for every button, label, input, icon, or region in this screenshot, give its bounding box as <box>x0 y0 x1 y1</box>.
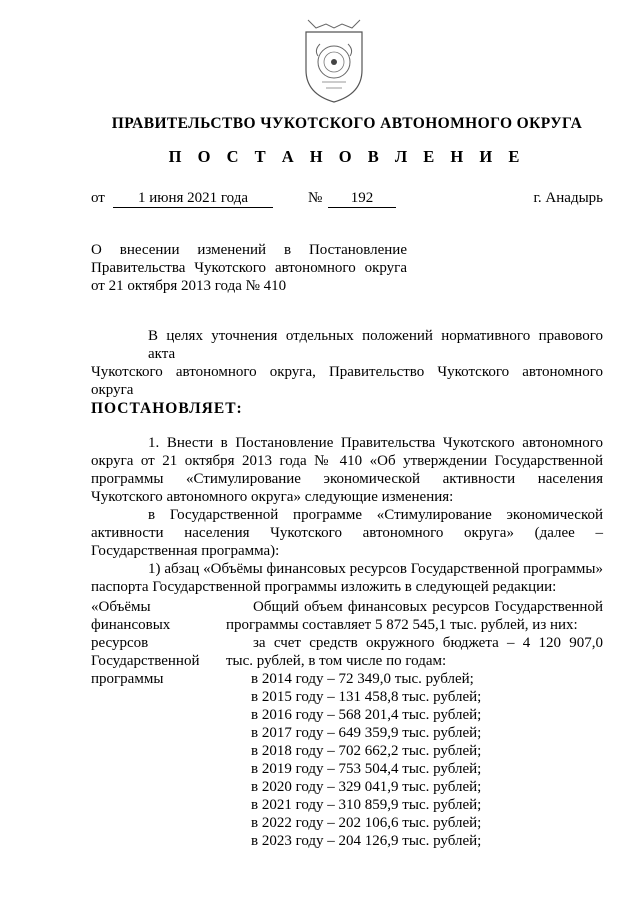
document-number: 192 <box>328 190 396 208</box>
paragraph-line: Чукотского автономного округа» следующие изменения: <box>91 489 454 505</box>
paragraph-line: 1) абзац «Объёмы финансовых ресурсов Государственной программы» <box>148 561 603 577</box>
label-line: финансовых <box>91 617 171 633</box>
preamble-line: В целях уточнения отдельных положений нормативного правового акта <box>148 328 603 362</box>
label-line: программы <box>91 671 164 687</box>
label-line: Государственной <box>91 653 200 669</box>
label-line: ресурсов <box>91 635 149 651</box>
paragraph-line: 1. Внести в Постановление Правительства Чукотского автономного <box>148 435 603 451</box>
paragraph-line: Государственная программа): <box>91 543 280 559</box>
year-line: в 2016 году – 568 201,4 тыс. рублей; <box>251 707 482 723</box>
document-meta <box>91 190 603 210</box>
label-line: «Объёмы <box>91 599 151 615</box>
year-line: в 2021 году – 310 859,9 тыс. рублей; <box>251 797 482 813</box>
district-budget-line: за счет средств окружного бюджета – 4 120 907,0 <box>253 635 603 651</box>
district-budget-line: тыс. рублей, в том числе по годам: <box>226 653 447 669</box>
preamble-paragraph <box>91 327 603 399</box>
year-line: в 2018 году – 702 662,2 тыс. рублей; <box>251 743 482 759</box>
year-line: в 2019 году – 753 504,4 тыс. рублей; <box>251 761 482 777</box>
financing-label-cell <box>91 598 221 688</box>
year-line: в 2022 году – 202 106,6 тыс. рублей; <box>251 815 482 831</box>
number-label: № <box>308 190 323 206</box>
subject-line: О внесении изменений в Постановление <box>91 242 407 258</box>
document-subject <box>91 241 407 295</box>
total-line: Общий объем финансовых ресурсов Государственной <box>253 599 603 615</box>
subject-line: Правительства Чукотского автономного округа <box>91 260 407 276</box>
from-label: от <box>91 190 105 206</box>
financing-value-cell <box>226 598 603 850</box>
year-line: в 2014 году – 72 349,0 тыс. рублей; <box>251 671 474 687</box>
coat-of-arms-emblem <box>300 18 368 106</box>
paragraph-line: округа от 21 октября 2013 года № 410 «Об утверждении Государственной <box>91 453 603 469</box>
resolves-heading: ПОСТАНОВЛЯЕТ: <box>91 400 243 417</box>
preamble-line: округа <box>91 382 134 398</box>
item-1-paragraph <box>91 434 603 596</box>
paragraph-line: активности населения Чукотского автономного округа» (далее – <box>91 525 603 541</box>
subject-line: от 21 октября 2013 года № 410 <box>91 278 287 294</box>
paragraph-line: в Государственной программе «Стимулирование экономической <box>148 507 603 523</box>
government-title: ПРАВИТЕЛЬСТВО ЧУКОТСКОГО АВТОНОМНОГО ОКРУГА <box>111 115 583 132</box>
paragraph-line: программы «Стимулирование экономической активности населения <box>91 471 603 487</box>
city: г. Анадырь <box>533 190 603 206</box>
document-type-title: П О С Т А Н О В Л Е Н И Е <box>168 147 526 166</box>
year-line: в 2023 году – 204 126,9 тыс. рублей; <box>251 833 482 849</box>
document-date: 1 июня 2021 года <box>113 190 273 208</box>
year-line: в 2017 году – 649 359,9 тыс. рублей; <box>251 725 482 741</box>
paragraph-line: паспорта Государственной программы изложить в следующей редакции: <box>91 579 557 595</box>
total-line: программы составляет 5 872 545,1 тыс. рублей, из них: <box>226 617 578 633</box>
year-line: в 2015 году – 131 458,8 тыс. рублей; <box>251 689 482 705</box>
year-line: в 2020 году – 329 041,9 тыс. рублей; <box>251 779 482 795</box>
preamble-line: Чукотского автономного округа, Правительство Чукотского автономного <box>91 364 603 380</box>
